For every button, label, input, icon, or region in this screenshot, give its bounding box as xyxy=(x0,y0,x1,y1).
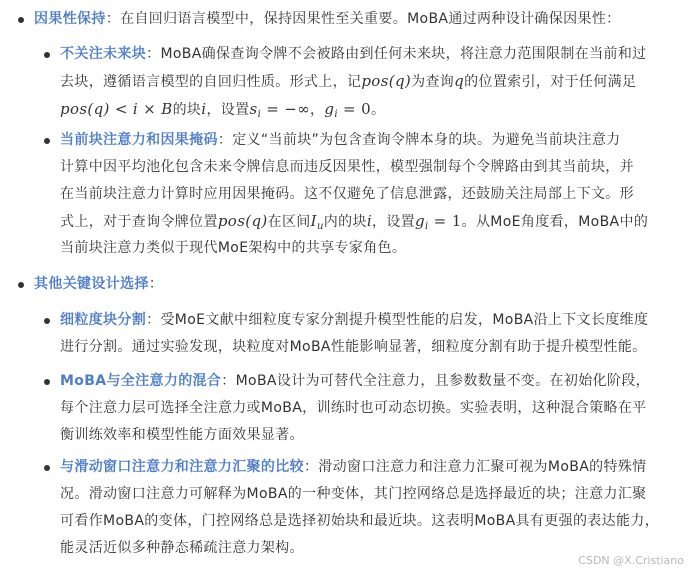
section-2-intro: ： xyxy=(148,276,164,292)
item-2-3-line-1 xyxy=(60,454,690,481)
item-1-2-line4-d: ，设置 xyxy=(371,214,416,230)
bullet-item-1-2 xyxy=(44,138,50,144)
item-1-1-text-c: 为查询 xyxy=(411,74,455,90)
bullet-section-2 xyxy=(18,282,24,288)
math-s-value: = −∞ xyxy=(261,100,311,118)
math-g2-symbol: g xyxy=(415,212,425,230)
math-I-symbol: I xyxy=(310,212,317,230)
item-1-2-line4-b: 在区间 xyxy=(267,214,311,230)
item-1-2-math-pos: pos(q) xyxy=(217,212,268,230)
item-2-1-line-2: 进行分割。通过实验发现，块粒度对MoBA性能影响显著，细粒度分割有助于提升模型性能。 xyxy=(60,339,647,355)
item-1-2-math-i: i xyxy=(366,212,372,230)
section-2-title: 其他关键设计选择 xyxy=(34,276,149,292)
item-1-1-comma: ， xyxy=(310,102,325,118)
item-1-1-text-a: ：MoBA确保查询令牌不会被路由到任何未来块，将注意力范围限制在当前和过 xyxy=(146,46,647,62)
item-2-3-line-2: 况。滑动窗口注意力可解释为MoBA的一种变体，其门控网络总是选择最近的块；注意力汇聚 xyxy=(60,486,647,502)
item-2-2-line-1 xyxy=(60,368,690,395)
watermark: CSDN @X.Cristiano xyxy=(578,554,684,567)
math-g-subscript: i xyxy=(334,109,338,120)
math-s-symbol: s xyxy=(249,100,258,118)
math-I-subscript: u xyxy=(316,221,324,232)
bullet-item-2-2 xyxy=(44,379,50,385)
item-2-1-line1: ：受MoE文献中细粒度专家分割提升模型性能的启发，MoBA沿上下文长度维度 xyxy=(146,312,649,328)
item-2-3-line-4: 能灵活近似多种静态稀疏注意力架构。 xyxy=(60,540,304,556)
item-1-2-title: 当前块注意力和因果掩码 xyxy=(60,132,218,148)
item-1-1-line-3 xyxy=(60,96,690,128)
item-1-2-line-3: 在当前块注意力计算时应用因果掩码。这不仅避免了信息泄露，还鼓励关注局部上下文。形 xyxy=(60,186,634,202)
item-1-2-line4-c: 内的块 xyxy=(323,214,367,230)
section-1-title: 因果性保持 xyxy=(34,11,106,27)
item-2-3-line1: ：滑动窗口注意力和注意力汇聚可视为MoBA的特殊情 xyxy=(303,459,647,475)
section-1-intro: ：在自回归语言模型中，保持因果性至关重要。MoBA通过两种设计确保因果性： xyxy=(105,11,621,27)
item-1-1-title: 不关注未来块 xyxy=(60,46,147,62)
item-1-1-math-g xyxy=(324,100,371,118)
item-1-1-text-b: 去块，遵循语言模型的自回归性质。形式上，记 xyxy=(60,74,362,90)
item-1-2-line-2: 计算中因平均池化包含未来令牌信息而违反因果性，模型强制每个令牌路由到其当前块，并 xyxy=(60,159,634,175)
item-1-1-text-d: 的位置索引，对于任何满足 xyxy=(464,74,637,90)
math-g-value: = 0 xyxy=(337,100,371,118)
item-1-1-text-f: ，设置 xyxy=(206,102,250,118)
bullet-item-2-1 xyxy=(44,318,50,324)
item-1-1-line-1 xyxy=(60,41,690,68)
item-1-1-math-i: i xyxy=(201,100,207,118)
item-1-1-text-e: 的块 xyxy=(172,102,202,118)
item-1-2-line4-a: 式上，对于查询令牌位置 xyxy=(60,214,218,230)
math-g2-value: = 1 xyxy=(428,212,462,230)
item-1-1-math-cond: pos(q) < i × B xyxy=(60,100,173,118)
math-g2-subscript: i xyxy=(424,221,429,232)
item-1-1-math-pos: pos(q) xyxy=(361,72,412,90)
math-g-symbol: g xyxy=(324,100,335,118)
item-2-3-line-3: 可看作MoBA的变体，门控网络总是选择初始块和最近块。这表明MoBA具有更强的表达能力， xyxy=(60,513,660,529)
item-2-2-title: MoBA与全注意力的混合 xyxy=(60,373,222,389)
item-1-2-line4-e: 。从MoE角度看，MoBA中的 xyxy=(461,214,649,230)
item-2-3-title: 与滑动窗口注意力和注意力汇聚的比较 xyxy=(60,459,304,475)
item-1-1-math-s xyxy=(250,100,311,118)
item-1-2-math-interval xyxy=(311,212,324,230)
item-2-2-line-3: 衡训练效率和模型性能方面效果显著。 xyxy=(60,427,304,443)
item-1-2-math-g xyxy=(415,212,462,230)
item-1-2-line-5: 当前块注意力类似于现代MoE架构中的共享专家角色。 xyxy=(60,240,407,256)
math-s-subscript: i xyxy=(257,109,262,120)
item-2-1-line-1 xyxy=(60,307,690,334)
item-1-1-math-q: q xyxy=(454,72,465,90)
bullet-item-2-3 xyxy=(44,465,50,471)
section-2-heading-line xyxy=(34,271,684,298)
item-2-2-line1: ：MoBA设计为可替代全注意力，且参数数量不变。在初始化阶段， xyxy=(221,373,650,389)
item-1-2-line-1 xyxy=(60,127,690,154)
bullet-section-1 xyxy=(18,17,24,23)
item-2-1-title: 细粒度块分割 xyxy=(60,312,147,328)
section-1-heading-line xyxy=(34,6,684,33)
bullet-item-1-1 xyxy=(44,52,50,58)
item-1-2-line1: ：定义“当前块”为包含查询令牌本身的块。为避免当前块注意力 xyxy=(217,132,621,148)
item-2-2-line-2: 每个注意力层可选择全注意力或MoBA，训练时也可动态切换。实验表明，这种混合策略在平 xyxy=(60,400,647,416)
item-1-1-text-g: 。 xyxy=(370,102,386,118)
item-1-1-line-2 xyxy=(60,68,690,96)
